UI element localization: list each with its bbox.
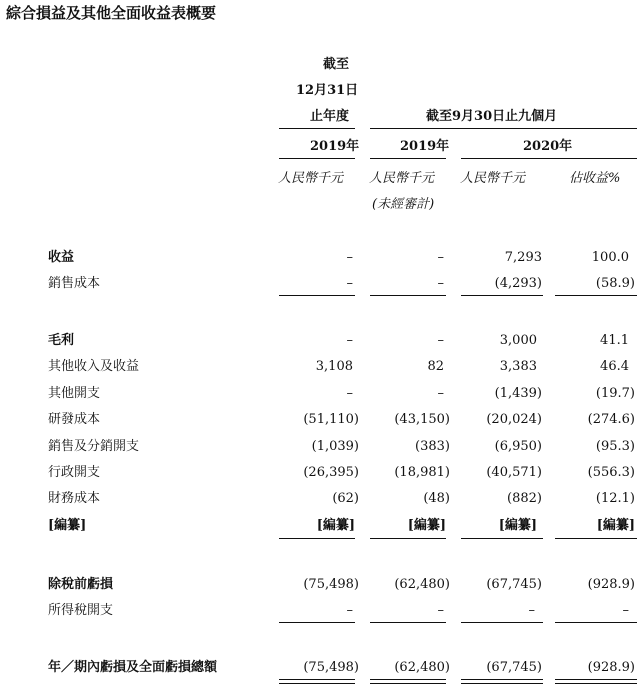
year-header-col1: 2019年 <box>310 139 360 154</box>
loss-before-tax-col2: (62,480) <box>394 577 450 592</box>
redacted-col3: [編纂] <box>498 518 537 533</box>
other-expenses-col3: (1,439) <box>494 386 542 401</box>
year-rule-col2 <box>370 158 446 159</box>
selling-expenses-col4: (95.3) <box>595 439 635 454</box>
year-rule-col3 <box>461 158 637 159</box>
other-income-col3: 3,383 <box>499 359 537 374</box>
row-label-other-income: 其他收入及收益 <box>48 359 140 374</box>
row-label-income-tax: 所得稅開支 <box>48 603 114 618</box>
revenue-col1: – <box>346 250 353 265</box>
total-rule-col2 <box>370 538 446 539</box>
revenue-col2: – <box>437 250 444 265</box>
double-rule-col2 <box>370 679 446 684</box>
row-label-rd-costs: 研發成本 <box>48 412 101 427</box>
page-title: 綜合損益及其他全面收益表概要 <box>6 4 217 22</box>
other-income-col1: 3,108 <box>315 359 353 374</box>
other-expenses-col4: (19.7) <box>595 386 635 401</box>
selling-expenses-col1: (1,039) <box>311 439 359 454</box>
total-loss-col2: (62,480) <box>394 660 450 675</box>
cost-of-sales-col4: (58.9) <box>595 276 635 291</box>
year-rule-col1 <box>279 158 355 159</box>
rd-costs-col2: (43,150) <box>394 412 450 427</box>
total-rule-col3 <box>461 538 543 539</box>
income-tax-col1: – <box>346 603 353 618</box>
other-income-col2: 82 <box>427 359 444 374</box>
row-label-revenue: 收益 <box>48 250 75 265</box>
finance-costs-col3: (882) <box>507 491 542 506</box>
col1-header-rule <box>279 128 355 129</box>
gross-profit-col1: – <box>346 333 353 348</box>
admin-expenses-col2: (18,981) <box>394 465 450 480</box>
subtotal-rule-col2 <box>370 295 446 296</box>
row-label-selling-expenses: 銷售及分銷開支 <box>48 439 140 454</box>
unaudited-note: (未經審計) <box>372 197 435 212</box>
unit-col2: 人民幣千元 <box>369 171 435 186</box>
subtotal-rule-col4 <box>555 295 637 296</box>
admin-expenses-col3: (40,571) <box>486 465 542 480</box>
redacted-col4: [編纂] <box>596 518 635 533</box>
gross-profit-col4: 41.1 <box>600 333 629 348</box>
col1-header-line1: 截至 <box>323 57 350 72</box>
rd-costs-col1: (51,110) <box>303 412 359 427</box>
col1-header-line3: 止年度 <box>310 109 350 124</box>
selling-expenses-col2: (383) <box>415 439 450 454</box>
gross-profit-col3: 3,000 <box>499 333 537 348</box>
finance-costs-col1: (62) <box>332 491 359 506</box>
other-expenses-col2: – <box>437 386 444 401</box>
unit-col3: 人民幣千元 <box>460 171 526 186</box>
row-label-total-loss: 年／期內虧損及全面虧損總額 <box>48 660 218 675</box>
finance-costs-col2: (48) <box>423 491 450 506</box>
revenue-col4: 100.0 <box>591 250 629 265</box>
income-tax-col2: – <box>437 603 444 618</box>
loss-before-tax-col3: (67,745) <box>486 577 542 592</box>
admin-expenses-col1: (26,395) <box>303 465 359 480</box>
other-expenses-col1: – <box>346 386 353 401</box>
subtotal-rule-col3 <box>461 295 543 296</box>
cost-of-sales-col2: – <box>437 276 444 291</box>
row-label-other-expenses: 其他開支 <box>48 386 101 401</box>
row-label-gross-profit: 毛利 <box>48 333 75 348</box>
row-label-loss-before-tax: 除稅前虧損 <box>48 577 114 592</box>
total-loss-col4: (928.9) <box>587 660 635 675</box>
col1-header-line2: 12月31日 <box>296 83 359 98</box>
net-rule-col1 <box>279 622 355 623</box>
gross-profit-col2: – <box>437 333 444 348</box>
loss-before-tax-col4: (928.9) <box>587 577 635 592</box>
other-income-col4: 46.4 <box>600 359 629 374</box>
income-tax-col4: – <box>622 603 629 618</box>
income-tax-col3: – <box>528 603 535 618</box>
cost-of-sales-col3: (4,293) <box>494 276 542 291</box>
revenue-col3: 7,293 <box>504 250 542 265</box>
year-header-col2: 2019年 <box>400 139 450 154</box>
cost-of-sales-col1: – <box>346 276 353 291</box>
unit-col4: 佔收益% <box>569 171 621 186</box>
row-label-redacted: [編纂] <box>48 518 87 533</box>
subtotal-rule-col1 <box>279 295 355 296</box>
total-loss-col3: (67,745) <box>486 660 542 675</box>
net-rule-col2 <box>370 622 446 623</box>
period-group-rule <box>370 128 637 129</box>
selling-expenses-col3: (6,950) <box>494 439 542 454</box>
admin-expenses-col4: (556.3) <box>587 465 635 480</box>
net-rule-col4 <box>555 622 637 623</box>
row-label-cost-of-sales: 銷售成本 <box>48 276 101 291</box>
year-header-col3: 2020年 <box>523 139 573 154</box>
rd-costs-col3: (20,024) <box>486 412 542 427</box>
redacted-col2: [編纂] <box>407 518 446 533</box>
period-group-header: 截至9月30日止九個月 <box>426 109 558 124</box>
total-rule-col1 <box>279 538 355 539</box>
total-rule-col4 <box>555 538 637 539</box>
finance-costs-col4: (12.1) <box>595 491 635 506</box>
net-rule-col3 <box>461 622 543 623</box>
total-loss-col1: (75,498) <box>303 660 359 675</box>
unit-col1: 人民幣千元 <box>278 171 344 186</box>
redacted-col1: [編纂] <box>316 518 355 533</box>
loss-before-tax-col1: (75,498) <box>303 577 359 592</box>
rd-costs-col4: (274.6) <box>587 412 635 427</box>
row-label-admin-expenses: 行政開支 <box>48 465 101 480</box>
double-rule-col3 <box>461 679 543 684</box>
double-rule-col4 <box>555 679 637 684</box>
double-rule-col1 <box>279 679 355 684</box>
row-label-finance-costs: 財務成本 <box>48 491 101 506</box>
